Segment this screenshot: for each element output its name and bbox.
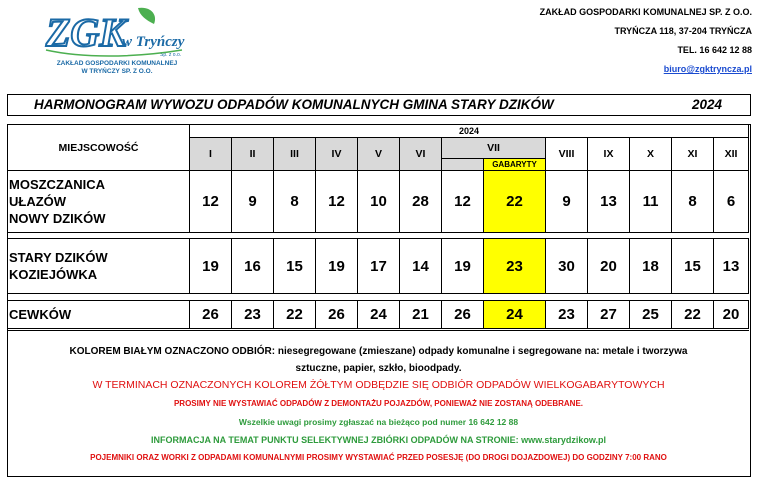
logo-mark <box>42 6 192 62</box>
complaints-note: Wszelkie uwagi prosimy zgłaszać na bieżąco pod numer 16 642 12 88 <box>238 417 519 427</box>
day-cell: 12 <box>316 171 358 233</box>
place-cell <box>8 171 190 233</box>
month-header: IX <box>588 138 630 171</box>
title-bar <box>7 94 751 116</box>
day-cell: 16 <box>232 239 274 294</box>
yellow-note: W TERMINACH OZNACZONYCH KOLOREM ŻÓŁTYM ODBĘDZIE SIĘ ODBIÓR ODPADÓW WIELKOGABARYTOWYCH <box>92 379 665 391</box>
day-cell: 23 <box>546 301 588 329</box>
company-info <box>540 3 752 79</box>
logo-small-text: Sp. z o.o. <box>160 52 182 58</box>
month-header: I <box>190 138 232 171</box>
place-cell <box>8 301 190 329</box>
day-cell: 13 <box>714 239 749 294</box>
day-cell: 9 <box>232 171 274 233</box>
day-cell: 21 <box>400 301 442 329</box>
month-header: VII <box>442 138 546 159</box>
day-cell: 6 <box>714 171 749 233</box>
schedule-table <box>7 124 751 477</box>
day-cell: 25 <box>630 301 672 329</box>
day-cell: 22 <box>274 301 316 329</box>
day-cell: 12 <box>190 171 232 233</box>
place-name: CEWKÓW <box>9 307 72 322</box>
company-phone: TEL. 16 642 12 88 <box>677 45 752 55</box>
month-header: XI <box>672 138 714 171</box>
day-cell: 23 <box>232 301 274 329</box>
vehicle-note: PROSIMY NIE WYSTAWIAĆ ODPADÓW Z DEMONTAŻU POJAZDÓW, PONIEWAŻ NIE ZOSTANĄ ODEBRANE. <box>173 399 584 408</box>
day-cell: 22 <box>672 301 714 329</box>
day-cell: 19 <box>442 239 484 294</box>
day-cell: 26 <box>442 301 484 329</box>
containers-note: POJEMNIKI ORAZ WORKI Z ODPADAMI KOMUNALNYMI PROSIMY WYSTAWIAĆ PRZED POSESJĘ (DO DROGI DOJAZDOWEJ) DO GODZINY 7:00 RANO <box>90 453 667 462</box>
month-header: XII <box>714 138 749 171</box>
gabaryty-day-cell: 23 <box>484 239 546 294</box>
company-name: ZAKŁAD GOSPODARKI KOMUNALNEJ SP. Z O.O. <box>539 7 752 17</box>
day-cell: 20 <box>588 239 630 294</box>
white-note-cont <box>8 360 749 377</box>
month-header: IV <box>316 138 358 171</box>
gabaryty-day-cell: 22 <box>484 171 546 233</box>
day-cell: 19 <box>316 239 358 294</box>
day-cell: 9 <box>546 171 588 233</box>
place-name: STARY DZIKÓW <box>9 250 108 265</box>
day-cell: 19 <box>190 239 232 294</box>
day-cell: 15 <box>274 239 316 294</box>
day-cell: 8 <box>672 171 714 233</box>
table-bottom-line <box>8 330 749 331</box>
gabaryty-day-cell: 24 <box>484 301 546 329</box>
logo-caption-line-2: W TRYŃCZY SP. Z O.O. <box>81 68 153 75</box>
day-cell: 26 <box>190 301 232 329</box>
leaf-icon <box>138 8 155 24</box>
day-cell: 15 <box>672 239 714 294</box>
day-cell: 12 <box>442 171 484 233</box>
day-cell: 8 <box>274 171 316 233</box>
day-cell: 28 <box>400 171 442 233</box>
white-note-text: niesegregowane (zmieszane) odpady komunalne i segregowane na: metale i tworzywa <box>275 346 688 357</box>
day-cell: 20 <box>714 301 749 329</box>
day-cell: 14 <box>400 239 442 294</box>
day-cell: 24 <box>358 301 400 329</box>
place-header: MIEJSCOWOŚĆ <box>8 125 190 171</box>
month-sub-header <box>442 159 484 171</box>
company-email-link[interactable]: biuro@zgktryncza.pl <box>663 64 752 74</box>
day-cell: 13 <box>588 171 630 233</box>
place-name: NOWY DZIKÓW <box>9 211 106 226</box>
white-note-heading: KOLOREM BIAŁYM OZNACZONO ODBIÓR: <box>69 346 276 357</box>
white-note <box>8 343 749 360</box>
company-logo <box>42 6 192 82</box>
day-cell: 10 <box>358 171 400 233</box>
logo-subtext: w Tryńczy <box>122 34 185 50</box>
place-name: KOZIEJÓWKA <box>9 267 98 282</box>
white-note-text-2: sztuczne, papier, szkło, bioodpady. <box>295 363 462 374</box>
place-name: UŁAZÓW <box>9 194 67 209</box>
month-header: V <box>358 138 400 171</box>
gabaryty-header: GABARYTY <box>484 159 546 171</box>
day-cell: 18 <box>630 239 672 294</box>
month-header: VI <box>400 138 442 171</box>
place-cell <box>8 239 190 294</box>
day-cell: 11 <box>630 171 672 233</box>
notes-section <box>8 343 749 467</box>
day-cell: 26 <box>316 301 358 329</box>
schedule-year: 2024 <box>691 97 722 112</box>
row-gap <box>8 294 749 301</box>
month-header: II <box>232 138 274 171</box>
place-name: MOSZCZANICA <box>9 177 106 192</box>
schedule-title: HARMONOGRAM WYWOZU ODPADÓW KOMUNALNYCH GMINA STARY DZIKÓW <box>34 97 554 112</box>
company-address: TRYŃCZA 118, 37-204 TRYŃCZA <box>614 26 752 36</box>
logo-caption-line-1: ZAKŁAD GOSPODARKI KOMUNALNEJ <box>56 60 178 67</box>
logo-caption <box>42 60 192 76</box>
month-header: X <box>630 138 672 171</box>
day-cell: 30 <box>546 239 588 294</box>
day-cell: 17 <box>358 239 400 294</box>
month-header: VIII <box>546 138 588 171</box>
info-site-note: INFORMACJA NA TEMAT PUNKTU SELEKTYWNEJ ZBIÓRKI ODPADÓW NA STRONIE: www.starydzikow.pl <box>150 435 606 445</box>
year-header: 2024 <box>190 125 749 138</box>
logo-zgk-text: ZGK <box>46 10 126 55</box>
day-cell: 27 <box>588 301 630 329</box>
month-header: III <box>274 138 316 171</box>
